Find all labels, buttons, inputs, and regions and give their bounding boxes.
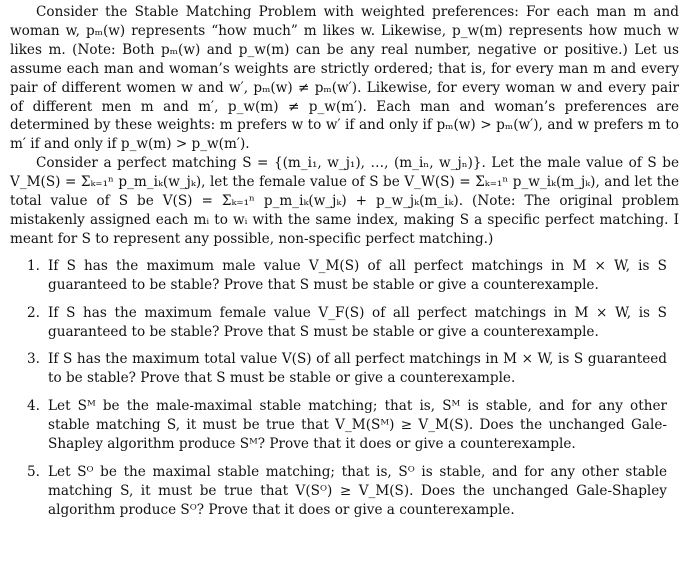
paragraph-weighted-preferences: Consider the Stable Matching Problem with weighted preferences: For each man m and woman w, pₘ(w) represents “how much” m likes w. Likewise, p_w(m) represents how much w likes m. (Note: Both pₘ(w) and p_w(m) can be any real number, negative or positive.) Let us assume each man and woman’s weights are strictly ordered; that is, for every man m and every pair of different women w and w′, pₘ(w) ≠ pₘ(w′). Likewise, for every woman w and every pair of different men m and m′, p_w(m) ≠ p_w(m′). Each man and woman’s preferences are determined by these weights: m prefers w to w′ if and only if pₘ(w) > pₘ(w′), and w prefers m to m′ if and only if p_w(m) > p_w(m′). [10, 4, 679, 153]
question-number: 4. [27, 398, 40, 415]
question-text: If S has the maximum male value V_M(S) of all perfect matchings in M × W, is S guaranteed to be stable? Prove that S must be stable or give a counterexample. [48, 257, 667, 293]
question-text: If S has the maximum total value V(S) of all perfect matchings in M × W, is S guaranteed to be stable? Prove that S must be stable or give a counterexample. [48, 351, 667, 387]
question-text: Let Sᴹ be the male-maximal stable matching; that is, Sᴹ is stable, and for any other stable matching S, it must be true that V_M(Sᴹ) ≥ V_M(S). Does the unchanged Gale-Shapley algorithm produce Sᴹ? Prove that it does or give a counterexample. [48, 398, 667, 453]
question-number: 3. [27, 351, 40, 368]
paragraph-perfect-matching: Consider a perfect matching S = {(m_i₁, w_j₁), …, (m_iₙ, w_jₙ)}. Let the male value of S be V_M(S) = Σₖ₌₁ⁿ p_m_iₖ(w_jₖ), let the female value of S be V_W(S) = Σₖ₌₁ⁿ p_w_iₖ(m_jₖ), and let the total value of S be V(S) = Σₖ₌₁ⁿ p_m_iₖ(w_jₖ) + p_w_jₖ(m_iₖ). (Note: The original problem mistakenly assigned each mᵢ to wᵢ with the same index, making S a specific perfect matching. I meant for S to represent any possible, non-specific perfect matching.) [10, 155, 679, 247]
question-item [10, 304, 679, 342]
question-number: 1. [27, 257, 40, 274]
question-item [10, 257, 679, 295]
question-text: If S has the maximum female value V_F(S) of all perfect matchings in M × W, is S guaranteed to be stable? Prove that S must be stable or give a counterexample. [48, 304, 667, 340]
question-item [10, 397, 679, 454]
question-item [10, 350, 679, 388]
question-number: 5. [27, 463, 40, 480]
question-list [10, 257, 679, 520]
question-number: 2. [27, 304, 40, 321]
question-item [10, 463, 679, 520]
question-text: Let Sᴼ be the maximal stable matching; that is, Sᴼ is stable, and for any other stable matching S, it must be true that V(Sᴼ) ≥ V_M(S). Does the unchanged Gale-Shapley algorithm produce Sᴼ? Prove that it does or give a counterexample. [48, 463, 667, 518]
